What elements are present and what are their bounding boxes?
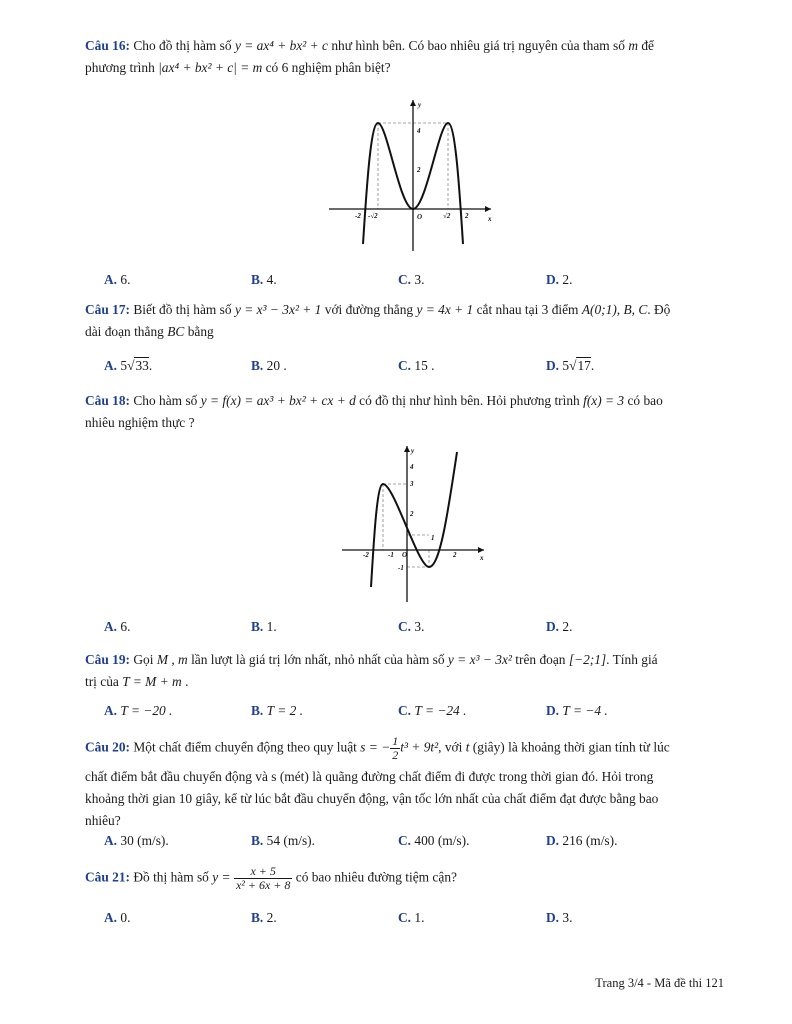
answer-c[interactable]: C. 400 (m/s). <box>398 833 470 848</box>
graph-q16 <box>325 96 500 254</box>
answers-19 <box>104 703 704 723</box>
page-footer: Trang 3/4 - Mã đề thi 121 <box>595 976 724 990</box>
graph-q18 <box>338 442 490 605</box>
answer-a[interactable]: A. 6. <box>104 272 131 287</box>
tick-label: 4 <box>410 463 414 471</box>
question-18: Câu 18: Cho hàm số y = f(x) = ax³ + bx² + cx + d có đồ thị như hình bên. Hỏi phương trình f(x) = 3 có bao nhiêu nghiệm thực ? <box>85 393 663 430</box>
question-20: Câu 20: Một chất điểm chuyển động theo quy luật s = − $\frac{1}{2}$ t³ + 9t², với t (giây) là khoảng thời gian tính từ lúc <box>85 734 670 762</box>
tick-label: 2 <box>410 510 414 518</box>
question-20-body: chất điểm bắt đầu chuyển động và s (mét) là quãng đường chất điểm đi được trong thời gian đó. Hỏi trong khoảng thời gian 10 giây, kể từ lúc bắt đầu chuyển động, vận tốc lớn nhất của chất điểm đạt được bằng bao nhiêu? <box>85 769 659 828</box>
question-label: Câu 17: <box>85 302 131 317</box>
formula: y = ax⁴ + bx² + c <box>234 38 328 53</box>
text: như hình bên. Có bao nhiêu giá trị nguyên của tham số <box>331 38 625 53</box>
tick-label: 4 <box>417 127 421 135</box>
answer-d[interactable]: D. 2. <box>546 272 573 287</box>
question-label: Câu 21: <box>85 869 131 885</box>
answer-a[interactable]: A. 0. <box>104 910 131 925</box>
question-17: Câu 17: Biết đồ thị hàm số y = x³ − 3x² + 1 với đường thẳng y = 4x + 1 cắt nhau tại 3 điểm A(0;1), B, C. Độ dài đoạn thẳng BC bằng <box>85 302 671 339</box>
answers-16 <box>104 272 704 292</box>
tick-label: 2 <box>453 551 457 559</box>
text: Cho đồ thị hàm số <box>133 38 232 53</box>
tick-label: 2 <box>417 166 421 174</box>
question-16 <box>85 35 725 79</box>
question-label: Câu 16: <box>85 38 131 53</box>
answer-d[interactable]: D. 3. <box>546 910 573 925</box>
formula: |ax⁴ + bx² + c| = m <box>158 60 263 75</box>
text: để <box>641 38 654 53</box>
tick-label: -√2 <box>368 212 378 220</box>
answer-a[interactable]: A. 30 (m/s). <box>104 833 169 848</box>
tick-label: -1 <box>388 551 394 559</box>
answer-d[interactable]: D. T = −4 . <box>546 703 608 718</box>
answer-a[interactable]: A. 6. <box>104 619 131 634</box>
answer-c[interactable]: C. 3. <box>398 619 425 634</box>
origin-label: O <box>402 551 408 559</box>
tick-label: 1 <box>431 534 435 542</box>
x-axis-label: x <box>488 215 492 223</box>
answers-17 <box>104 358 704 378</box>
answer-c[interactable]: C. T = −24 . <box>398 703 467 718</box>
answer-a[interactable]: A. 5√33. <box>104 358 153 373</box>
answers-20 <box>104 833 704 853</box>
answer-b[interactable]: B. 2. <box>251 910 277 925</box>
question-label: Câu 20: <box>85 739 131 755</box>
y-axis-label: y <box>411 447 415 455</box>
question-label: Câu 18: <box>85 393 131 408</box>
answer-d[interactable]: D. 2. <box>546 619 573 634</box>
tick-label: -1 <box>398 564 404 572</box>
answers-21 <box>104 910 704 930</box>
answer-c[interactable]: C. 15 . <box>398 358 435 373</box>
answer-b[interactable]: B. 4. <box>251 272 277 287</box>
tick-label: √2 <box>443 212 451 220</box>
y-axis-label: y <box>418 101 422 109</box>
tick-label: -2 <box>355 212 361 220</box>
tick-label: 2 <box>465 212 469 220</box>
answer-d[interactable]: D. 216 (m/s). <box>546 833 618 848</box>
question-19: Câu 19: Gọi M , m lần lượt là giá trị lớn nhất, nhỏ nhất của hàm số y = x³ − 3x² trên đoạn [−2;1]. Tính giá trị của T = M + m . <box>85 652 658 689</box>
answer-d[interactable]: D. 5√17. <box>546 358 595 373</box>
origin-label: O <box>417 213 423 221</box>
answer-b[interactable]: B. 54 (m/s). <box>251 833 315 848</box>
answer-b[interactable]: B. 20 . <box>251 358 287 373</box>
x-axis-label: x <box>480 554 484 562</box>
answers-18 <box>104 619 704 639</box>
answer-c[interactable]: C. 1. <box>398 910 425 925</box>
question-21: Câu 21: Đồ thị hàm số y = $\frac{x + 5}{\text{x² + 6x + 8}}$ có bao nhiêu đường tiệm cận? <box>85 864 457 892</box>
question-label: Câu 19: <box>85 652 131 667</box>
text: phương trình <box>85 60 155 75</box>
answer-b[interactable]: B. 1. <box>251 619 277 634</box>
formula: m <box>628 38 638 53</box>
answer-c[interactable]: C. 3. <box>398 272 425 287</box>
answer-a[interactable]: A. T = −20 . <box>104 703 173 718</box>
answer-b[interactable]: B. T = 2 . <box>251 703 303 718</box>
tick-label: 3 <box>410 480 414 488</box>
tick-label: -2 <box>363 551 369 559</box>
text: có 6 nghiệm phân biệt? <box>265 60 391 75</box>
